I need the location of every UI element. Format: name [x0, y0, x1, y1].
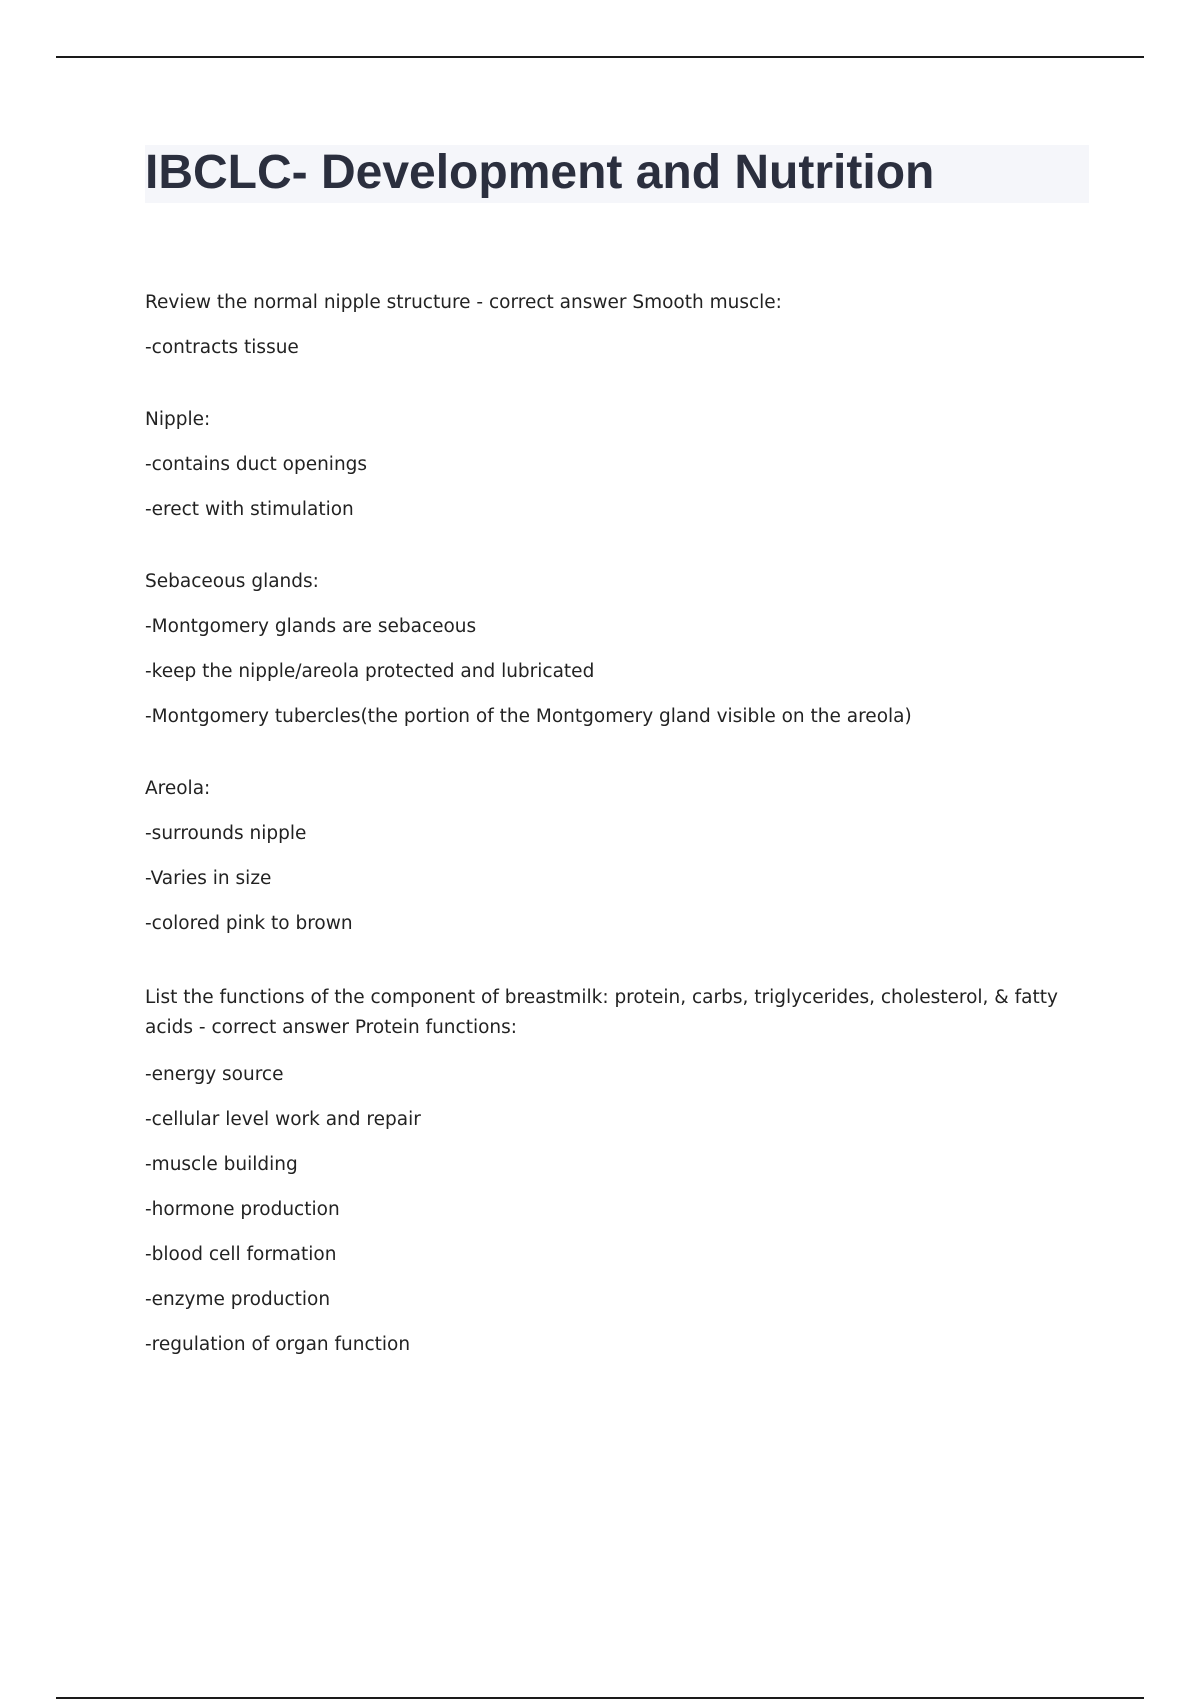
- bottom-rule: [56, 1697, 1144, 1699]
- subheading-line: Nipple:: [145, 409, 211, 430]
- bullet-line: -colored pink to brown: [145, 913, 353, 934]
- bullet-line: -contains duct openings: [145, 454, 368, 475]
- bullet-line: -blood cell formation: [145, 1244, 337, 1265]
- bullet-line: -contracts tissue: [145, 337, 299, 358]
- document-title: IBCLC- Development and Nutrition: [145, 146, 935, 199]
- bullet-line: -surrounds nipple: [145, 823, 307, 844]
- section-nipple-structure: [145, 290, 1090, 361]
- question-line: Review the normal nipple structure - correct answer Smooth muscle:: [145, 292, 782, 313]
- section-breastmilk-components: [145, 983, 1090, 1358]
- document-body: [145, 290, 1090, 1358]
- bullet-line: -hormone production: [145, 1199, 340, 1220]
- bullet-line: -regulation of organ function: [145, 1334, 411, 1355]
- top-rule: [56, 56, 1144, 58]
- bullet-line: -keep the nipple/areola protected and lubricated: [145, 661, 595, 682]
- bullet-line: -energy source: [145, 1064, 284, 1085]
- bullet-line: -Varies in size: [145, 868, 272, 889]
- bullet-line: -Montgomery tubercles(the portion of the Montgomery gland visible on the areola): [145, 706, 912, 727]
- section-sebaceous-glands: [145, 569, 1090, 730]
- section-gap: [145, 361, 1090, 407]
- subheading-line: Areola:: [145, 778, 211, 799]
- bullet-line: -enzyme production: [145, 1289, 331, 1310]
- section-gap: [145, 730, 1090, 776]
- section-gap: [145, 937, 1090, 983]
- bullet-line: -muscle building: [145, 1154, 298, 1175]
- section-areola: [145, 776, 1090, 937]
- section-gap: [145, 523, 1090, 569]
- question-line: List the functions of the component of breastmilk: protein, carbs, triglycerides, cholesterol, & fatty acids - correct answer Protein functions:: [145, 987, 1058, 1038]
- bullet-line: -Montgomery glands are sebaceous: [145, 616, 477, 637]
- section-nipple: [145, 407, 1090, 523]
- bullet-line: -erect with stimulation: [145, 499, 354, 520]
- subheading-line: Sebaceous glands:: [145, 571, 319, 592]
- bullet-line: -cellular level work and repair: [145, 1109, 421, 1130]
